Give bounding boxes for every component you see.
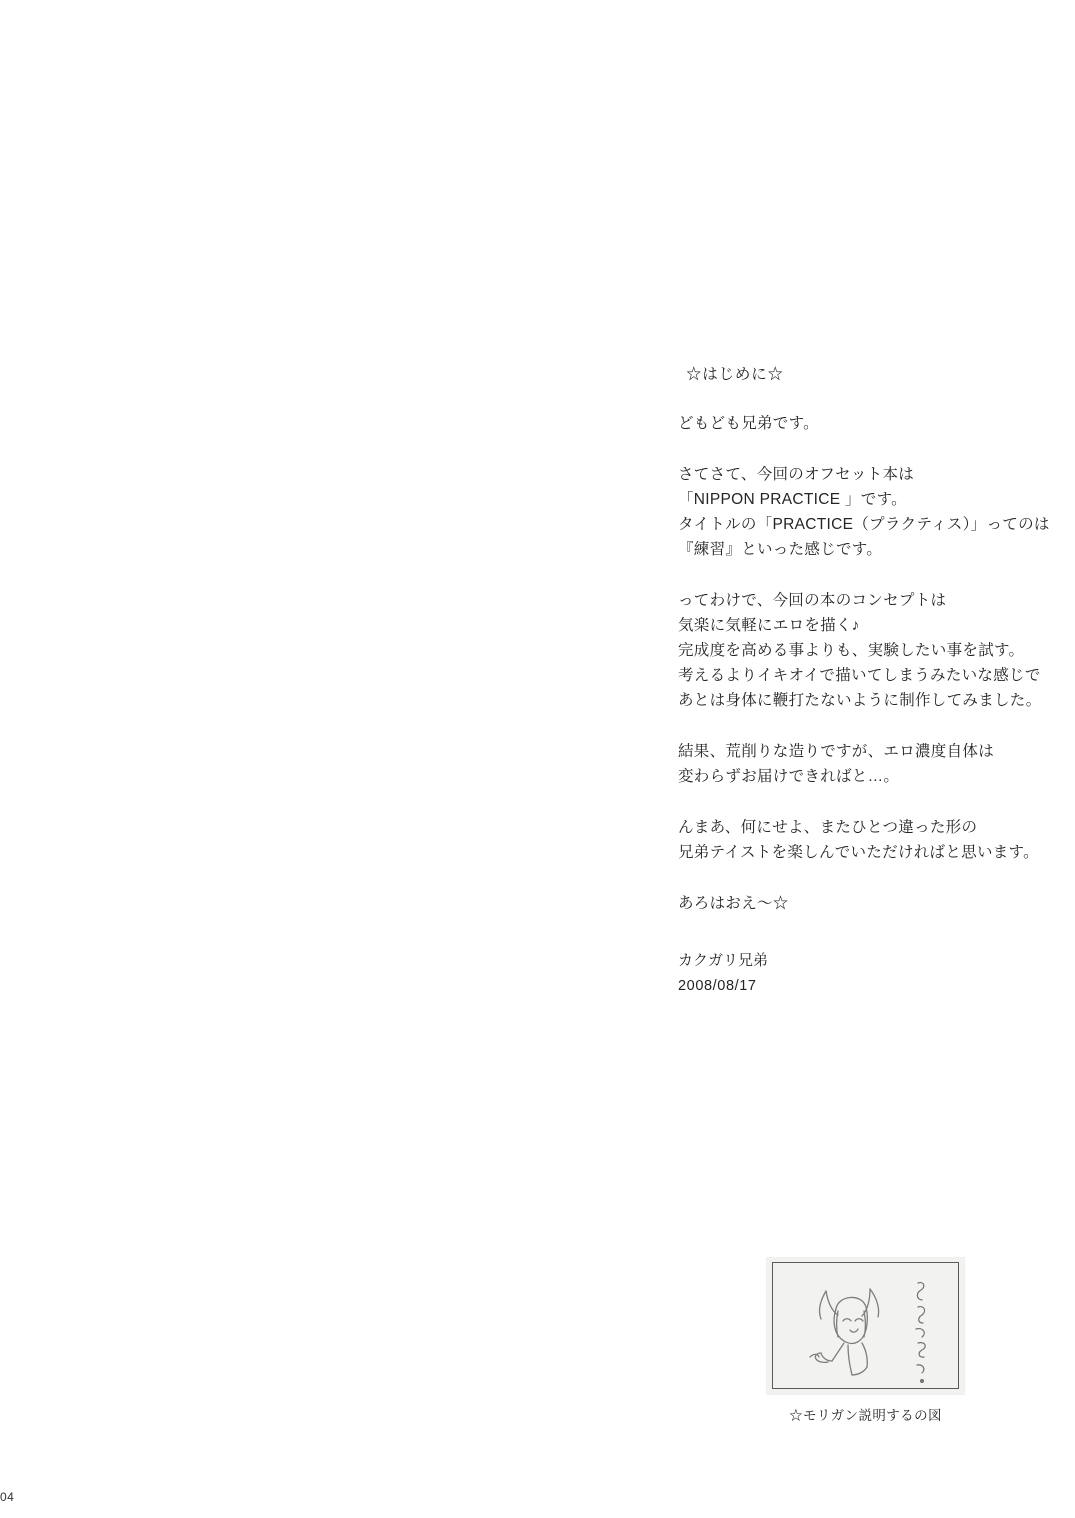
afterword-paragraph [678,588,1058,713]
afterword-paragraph [678,411,1058,436]
sketch-caption: ☆モリガン説明するの図 [789,1408,942,1423]
sketch-frame [766,1257,965,1395]
afterword-line: 『練習』といった感じです。 [678,541,883,558]
afterword-line: ってわけで、今回の本のコンセプトは [678,592,947,609]
afterword-line: タイトルの「PRACTICE（プラクティス）」ってのは [678,516,1050,533]
afterword-paragraph [678,891,1058,916]
author-signature: カクガリ兄弟 [678,952,769,969]
afterword-line: あとは身体に鞭打たないように制作してみました。 [678,692,1042,709]
afterword-paragraph [678,739,1058,789]
afterword-paragraph [678,815,1058,865]
afterword-line: 気楽に気軽にエロを描く♪ [678,617,860,634]
afterword-heading: ☆はじめに☆ [686,366,784,383]
signature-date: 2008/08/17 [678,978,757,994]
afterword-line: さてさて、今回のオフセット本は [678,466,915,483]
afterword-paragraph [678,462,1058,562]
page-number: 04 [0,1490,15,1504]
afterword-line: 結果、荒削りな造りですが、エロ濃度自体は [678,743,995,760]
morrigan-sketch-icon [766,1257,965,1395]
afterword-section [678,362,1058,998]
afterword-line: 兄弟テイストを楽しんでいただければと思います。 [678,844,1039,861]
sketch-figure [766,1257,965,1424]
afterword-line: あろはおえ～☆ [678,895,789,912]
afterword-line: んまあ、何にせよ、またひとつ違った形の [678,819,978,836]
afterword-line: 変わらずお届けできればと…。 [678,768,900,785]
afterword-line: 「NIPPON PRACTICE 」です。 [678,491,907,508]
signature-block [678,948,1058,998]
afterword-line: どもども兄弟です。 [678,415,819,432]
afterword-line: 考えるよりイキオイで描いてしまうみたいな感じで [678,667,1041,684]
afterword-line: 完成度を高める事よりも、実験したい事を試す。 [678,642,1025,659]
